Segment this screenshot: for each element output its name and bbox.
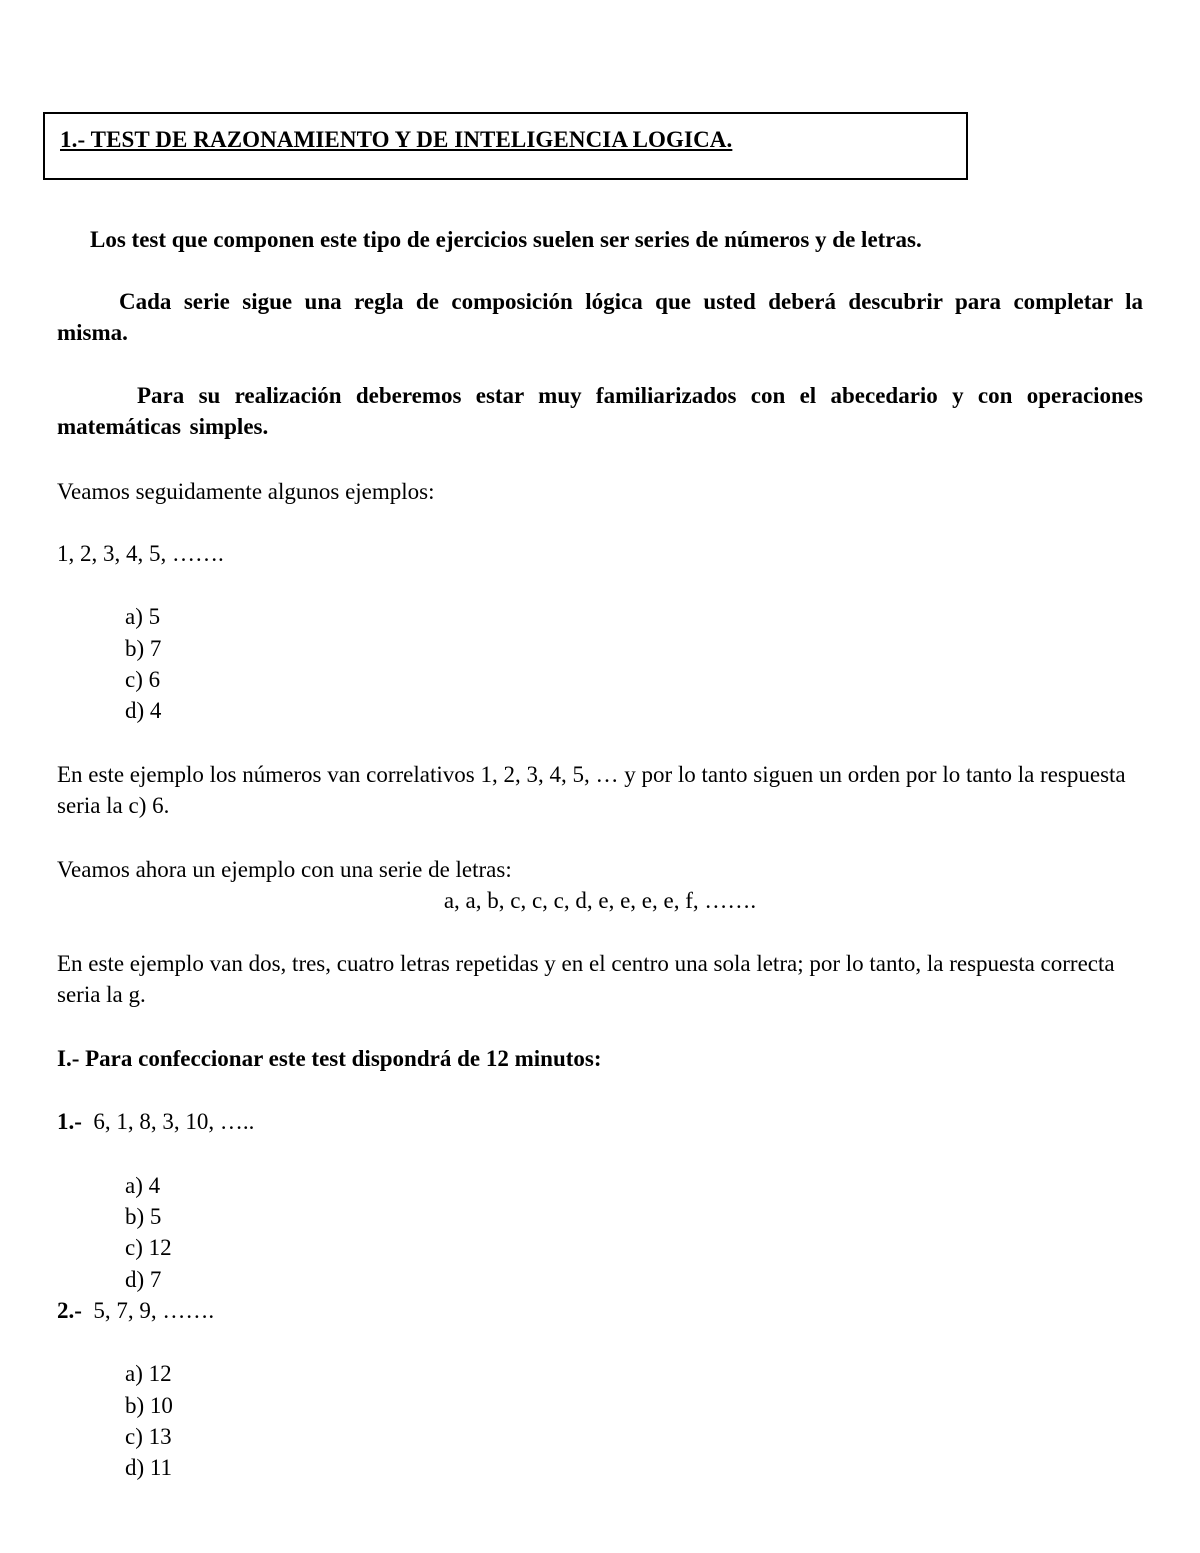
question-1-series: 6, 1, 8, 3, 10, ….. (93, 1109, 255, 1134)
question-2-number: 2.- (57, 1298, 82, 1323)
question-2-option-c: c) 13 (125, 1424, 172, 1449)
question-1-option-d: d) 7 (125, 1267, 162, 1292)
question-1-option-c: c) 12 (125, 1235, 172, 1260)
question-2-series: 5, 7, 9, ……. (93, 1298, 215, 1323)
example-1-series: 1, 2, 3, 4, 5, ……. (57, 541, 224, 566)
examples-lead: Veamos seguidamente algunos ejemplos: (57, 479, 435, 504)
example-2-lead: Veamos ahora un ejemplo con una serie de letras: (57, 857, 512, 882)
example-1-option-d: d) 4 (125, 698, 162, 723)
question-1-number: 1.- (57, 1109, 82, 1134)
example-2-series: a, a, b, c, c, c, d, e, e, e, e, f, ……. (443, 888, 757, 913)
example-1-option-c: c) 6 (125, 667, 161, 692)
example-2-explanation: En este ejemplo van dos, tres, cuatro letras repetidas y en el centro una sola letra; por lo tanto, la respuesta correcta seria la g. (57, 951, 1115, 1007)
document-title: 1.- TEST DE RAZONAMIENTO Y DE INTELIGENCIA LOGICA. (60, 127, 733, 152)
question-2-option-d: d) 11 (125, 1455, 173, 1480)
question-1 (57, 1106, 1143, 1137)
question-2-option-b: b) 10 (125, 1393, 173, 1418)
question-1-option-b: b) 5 (125, 1204, 162, 1229)
example-1-explanation: En este ejemplo los números van correlativos 1, 2, 3, 4, 5, … y por lo tanto siguen un orden por lo tanto la respuesta seria la c) 6. (57, 762, 1126, 818)
question-2 (57, 1295, 1143, 1326)
intro-paragraph-3: Para su realización deberemos estar muy familiarizados con el abecedario y con operaciones matemáticas simples. (57, 383, 1143, 439)
question-2-option-a: a) 12 (125, 1361, 172, 1386)
question-1-option-a: a) 4 (125, 1173, 161, 1198)
example-1-option-a: a) 5 (125, 604, 161, 629)
example-1-option-b: b) 7 (125, 636, 162, 661)
test-heading: I.- Para confeccionar este test dispondrá de 12 minutos: (57, 1046, 602, 1071)
intro-paragraph-2: Cada serie sigue una regla de composición lógica que usted deberá descubrir para completar la misma. (57, 289, 1143, 345)
title-box (43, 112, 968, 180)
intro-paragraph-1: Los test que componen este tipo de ejercicios suelen ser series de números y de letras. (90, 227, 922, 252)
